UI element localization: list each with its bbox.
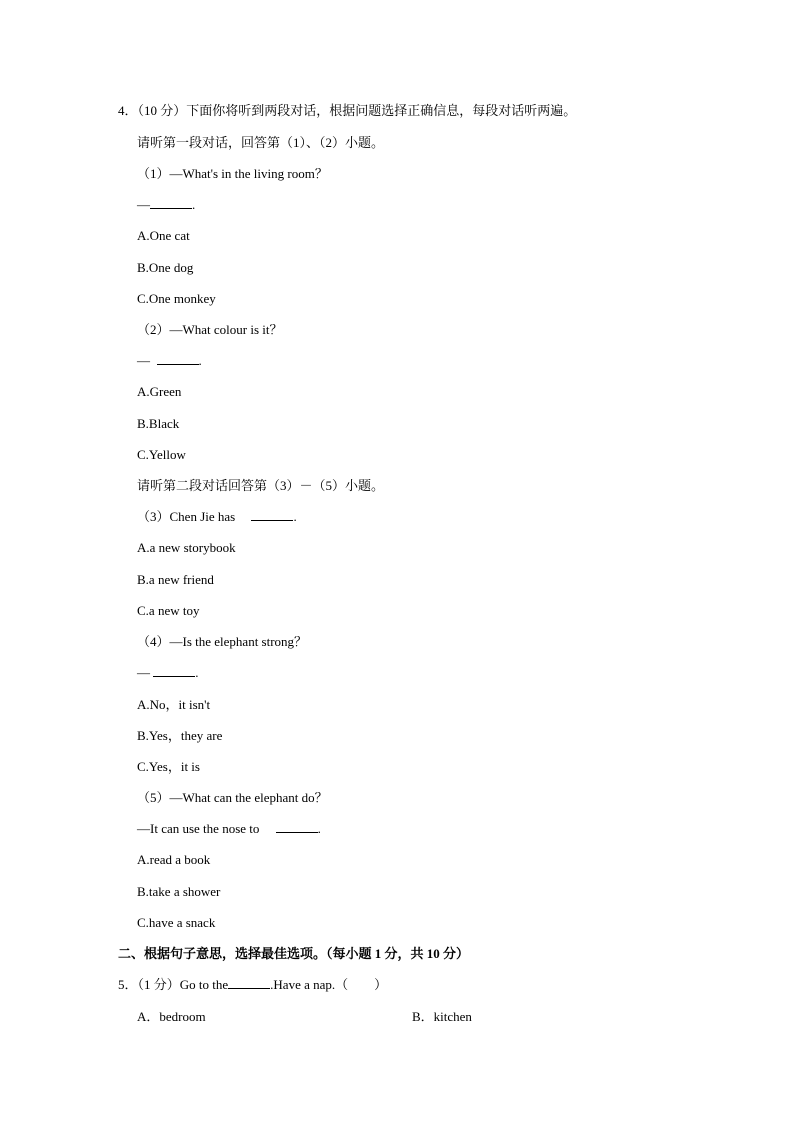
q4-part1-intro: 请听第一段对话，回答第（1）、（2）小题。 [137, 135, 385, 150]
answer-blank[interactable] [228, 976, 270, 989]
answer-blank[interactable] [153, 664, 195, 677]
q4-sub1-answer [137, 196, 195, 214]
q4-sub5-answer [137, 820, 321, 838]
q4-sub3-option-c: C.a new toy [137, 603, 200, 618]
q4-part2-intro: 请听第二段对话回答第（3）－（5）小题。 [137, 478, 385, 493]
answer-prefix: — [137, 665, 150, 680]
q5-suffix: .Have a nap.（ ） [270, 977, 388, 992]
q4-sub1-option-c: C.One monkey [137, 291, 216, 306]
q4-sub3-option-b: B.a new friend [137, 572, 214, 587]
q4-sub2-option-a: A.Green [137, 384, 182, 399]
q5-option-a: A．bedroom [137, 1009, 206, 1024]
q4-sub4-question: （4）—Is the elephant strong？ [137, 634, 308, 649]
question-suffix: . [293, 509, 297, 524]
q4-sub2-question: （2）—What colour is it？ [137, 322, 283, 337]
answer-prefix: —It can use the nose to [137, 821, 260, 836]
q4-number: 4． [118, 103, 138, 118]
question-prefix: （3）Chen Jie has [137, 509, 236, 524]
q4-sub5-option-b: B.take a shower [137, 884, 221, 899]
answer-prefix: — [137, 353, 150, 368]
q4-sub4-option-c: C.Yes，it is [137, 759, 200, 774]
q4-sub1-option-a: A.One cat [137, 228, 190, 243]
answer-suffix: . [192, 197, 196, 212]
q4-sub2-option-b: B.Black [137, 416, 180, 431]
q4-sub4-answer [137, 664, 199, 682]
answer-suffix: . [317, 821, 321, 836]
q4-sub3-question [137, 508, 297, 526]
q4-sub2-answer [137, 352, 202, 370]
q5-prefix: （1 分）Go to the [137, 977, 229, 992]
answer-blank[interactable] [276, 820, 318, 833]
q4-sub4-option-a: A.No，it isn't [137, 697, 211, 712]
q4-sub3-option-a: A.a new storybook [137, 540, 236, 555]
answer-prefix: — [137, 197, 150, 212]
q5-question [118, 976, 387, 994]
q4-sub1-question: （1）—What's in the living room？ [137, 166, 328, 181]
q4-sub4-option-b: B.Yes，they are [137, 728, 223, 743]
q4-sub1-option-b: B.One dog [137, 260, 194, 275]
q4-header [118, 102, 576, 120]
q5-number: 5． [118, 977, 138, 992]
q4-sub5-option-a: A.read a book [137, 852, 211, 867]
section2-title: 二、根据句子意思，选择最佳选项。（每小题 1 分，共 10 分） [118, 946, 470, 961]
answer-blank[interactable] [157, 352, 199, 365]
q4-sub5-question: （5）—What can the elephant do？ [137, 790, 328, 805]
answer-blank[interactable] [150, 196, 192, 209]
answer-blank[interactable] [251, 508, 293, 521]
answer-suffix: . [195, 665, 199, 680]
q4-sub2-option-c: C.Yellow [137, 447, 186, 462]
q4-intro: （10 分）下面你将听到两段对话，根据问题选择正确信息，每段对话听两遍。 [137, 103, 577, 118]
answer-suffix: . [198, 353, 202, 368]
q5-option-b: B．kitchen [412, 1009, 472, 1024]
q4-sub5-option-c: C.have a snack [137, 915, 216, 930]
